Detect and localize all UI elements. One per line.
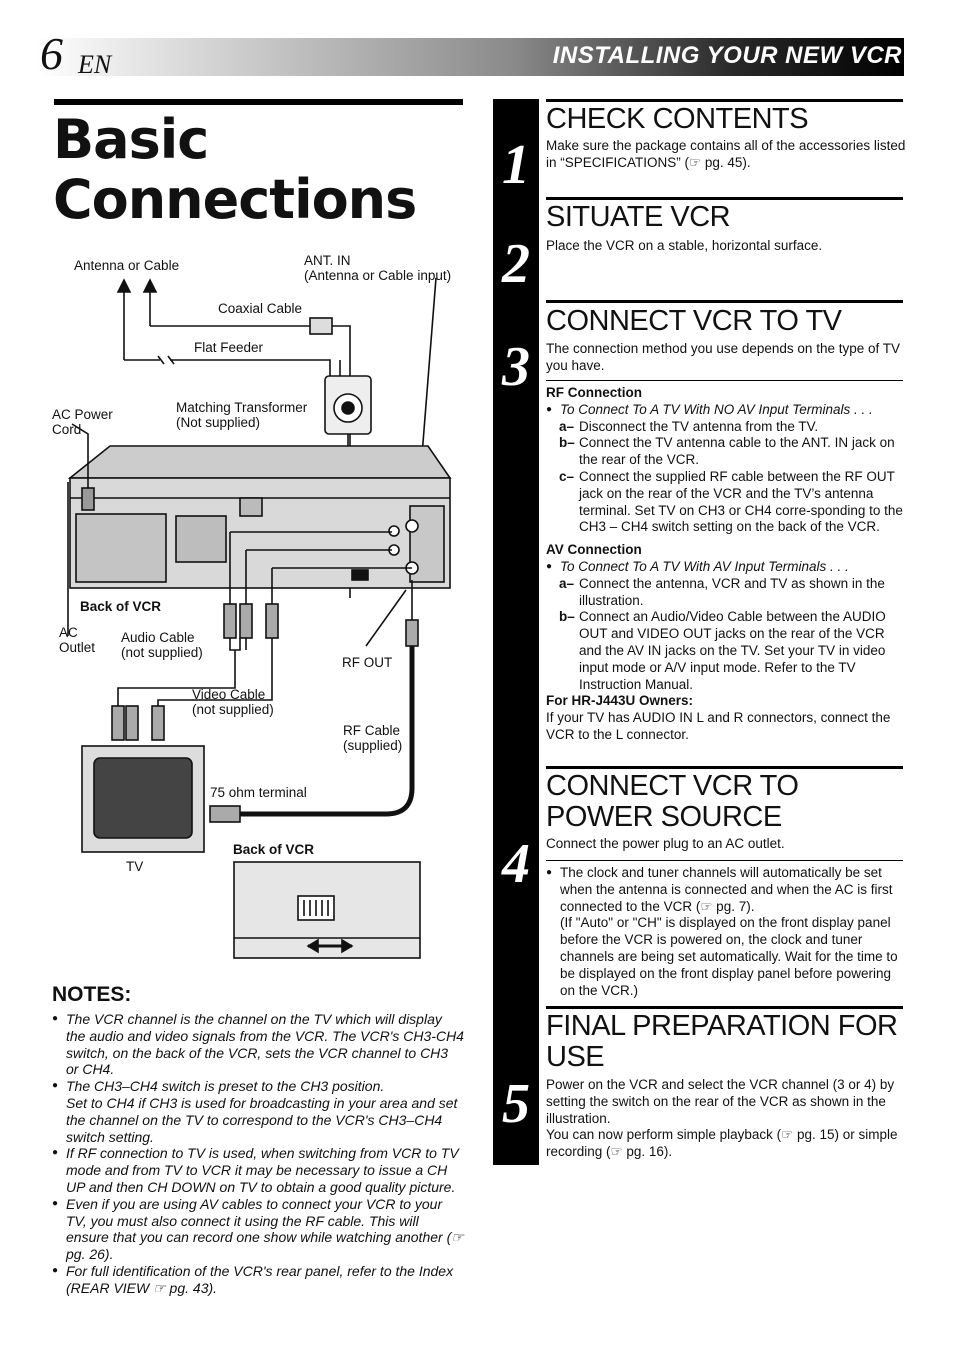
step-5-title [546,1011,898,1073]
label-ac: AC [59,625,78,640]
label-video-cable: Video Cable [192,687,266,702]
label-audio-cable: Audio Cable [121,630,195,645]
step-number-5: 5 [502,1073,530,1135]
label-supplied: (supplied) [343,738,403,753]
page-number: 6 [40,28,63,79]
rf-step-c-letter: c– [559,468,575,484]
label-rf-out: RF OUT [342,655,393,670]
step-4-rule [546,766,903,769]
step-4-bullet-cont: (If "Auto" or "CH" is displayed on the front display panel before the VCR is powered on, the clock and tuner channels are being set automatically. Wait for the time to be displayed on the front display panel before powering on the VCR.) [560,915,898,998]
label-rf-cable: RF Cable [343,723,401,738]
owners-heading: For HR-J443U Owners: [546,693,694,709]
connection-diagram [40,248,470,968]
page-title-line-2: Connections [53,168,417,231]
label-cord: Cord [52,422,82,437]
rf-step-b [546,435,906,469]
step-3-details [546,385,906,744]
label-ac-power: AC Power [52,407,113,422]
label-flat-feeder: Flat Feeder [194,340,264,355]
step-5-text-2: You can now perform simple playback (☞ pg. 15) or simple recording (☞ pg. 16). [546,1127,898,1160]
rf-step-a-letter: a– [559,418,575,434]
label-not-supplied: (Not supplied) [176,415,261,430]
notes-list [52,1011,464,1297]
step-4-divider [546,860,903,861]
label-audio-not-supplied: (not supplied) [121,645,203,660]
av-step-b-letter: b– [559,609,575,625]
step-2-rule [546,197,903,200]
av-step-b [546,609,906,693]
label-outlet: Outlet [59,640,96,655]
step-4-text: Connect the power plug to an AC outlet. [546,836,785,851]
section-title: INSTALLING YOUR NEW VCR [552,42,902,69]
note-2 [52,1078,464,1145]
label-ohm-terminal: 75 ohm terminal [210,785,307,800]
step-2-text: Place the VCR on a stable, horizontal surface. [546,238,823,253]
step-4-bullet [546,865,906,999]
label-video-not-supplied: (not supplied) [192,702,274,717]
step-4-title [546,771,798,833]
notes-title: NOTES: [52,983,132,1006]
rf-step-b-letter: b– [559,435,575,451]
rf-step-c [546,469,906,536]
step-3-divider [546,380,903,381]
note-4: ● Even if you are using AV cables to connect your VCR to your TV, you must also connect it using the RF cable. This will ensure that you can record one show while watching another (☞ pg. 26). [52,1196,464,1263]
label-coaxial-cable: Coaxial Cable [218,301,303,316]
label-tv: TV [126,859,144,874]
step-number-3: 3 [502,336,530,398]
step-5-rule [546,1006,903,1009]
label-ant-in: ANT. IN [304,253,351,268]
step-5-title-line-2: USE [546,1041,605,1073]
page-title-line-1: Basic [53,108,209,171]
step-4-title-line-1: CONNECT VCR TO [546,770,799,802]
av-step-a [546,576,906,610]
note-3: ● If RF connection to TV is used, when switching from VCR to TV mode and from TV to VCR it may be necessary to issue a CH UP and then CH DOWN on TV to obtain a good quality picture. [52,1145,464,1195]
note-2-line-1: The CH3–CH4 switch is preset to the CH3 position. [66,1078,385,1095]
av-step-a-text: Connect the antenna, VCR and TV as shown in the illustration. [579,575,885,608]
note-5: ● For full identification of the VCR's rear panel, refer to the Index (REAR VIEW ☞ pg. 43). [52,1263,464,1297]
note-2-line-2: Set to CH4 if CH3 is used for broadcasting in your area and set the channel on the TV to correspond to the VCR's CH3–CH4 switch setting. [66,1094,458,1145]
label-back-of-vcr-inset: Back of VCR [233,842,315,857]
rf-connection-bullet: ● To Connect To A TV With NO AV Input Terminals . . . [546,402,906,419]
title-rule [54,99,463,105]
step-1-rule [546,99,903,102]
label-ant-in-sub: (Antenna or Cable input) [304,268,452,283]
av-connection-heading: AV Connection [546,542,642,558]
rf-step-a-text: Disconnect the TV antenna from the TV. [579,418,819,434]
page-language: EN [78,50,112,79]
step-5-text-1: Power on the VCR and select the VCR channel (3 or 4) by setting the switch on the rear of the VCR as shown in the illustration. [546,1077,895,1126]
step-number-4: 4 [502,833,530,895]
label-matching-transformer: Matching Transformer [176,400,308,415]
page-title [53,110,416,230]
step-4-details [546,865,906,999]
label-back-of-vcr: Back of VCR [80,599,162,614]
step-number-2: 2 [502,233,530,295]
rf-step-a [546,419,906,436]
av-step-b-text: Connect an Audio/Video Cable between the AUDIO OUT and VIDEO OUT jacks on the rear of the VCR and the AV IN jacks on the TV. Set your TV in video input mode or A/V input mode. Refer to the TV Instruction Manual. [579,609,886,692]
step-5-title-line-1: FINAL PREPARATION FOR [546,1010,898,1042]
note-1: ● The VCR channel is the channel on the TV which will display the audio and video signals from the VCR. The VCR's CH3-CH4 switch, on the back of the VCR, sets the VCR channel to CH3 or CH4. [52,1011,464,1078]
rf-step-c-text: Connect the supplied RF cable between the RF OUT jack on the rear of the VCR and the TV’s antenna terminal. Set TV on CH3 or CH4 corre-sponding to the CH3 – CH4 switch setting on the back of the VCR. [579,468,903,535]
step-4-bullet-text: The clock and tuner channels will automatically be set when the antenna is connected and when the AC is first connected to the VCR (☞ pg. 7). [560,865,893,914]
step-3-title: CONNECT VCR TO TV [546,305,842,337]
step-number-1: 1 [502,134,530,196]
step-4-title-line-2: POWER SOURCE [546,801,782,833]
step-2-title: SITUATE VCR [546,201,731,233]
step-3-text: The connection method you use depends on the type of TV you have. [546,341,900,373]
owners-text: If your TV has AUDIO IN L and R connectors, connect the VCR to the L connector. [546,710,891,742]
rf-step-b-text: Connect the TV antenna cable to the ANT. IN jack on the rear of the VCR. [579,435,895,468]
rf-connection-heading: RF Connection [546,385,642,400]
av-connection-bullet: ● To Connect To A TV With AV Input Terminals . . . [546,559,906,576]
av-step-a-letter: a– [559,575,575,591]
step-5-text [546,1077,906,1161]
step-1-text: Make sure the package contains all of the accessories listed in “SPECIFICATIONS” (☞ pg. 45). [546,138,906,170]
step-1-title: CHECK CONTENTS [546,103,809,135]
step-3-rule [546,300,903,303]
label-antenna-or-cable: Antenna or Cable [74,258,180,273]
